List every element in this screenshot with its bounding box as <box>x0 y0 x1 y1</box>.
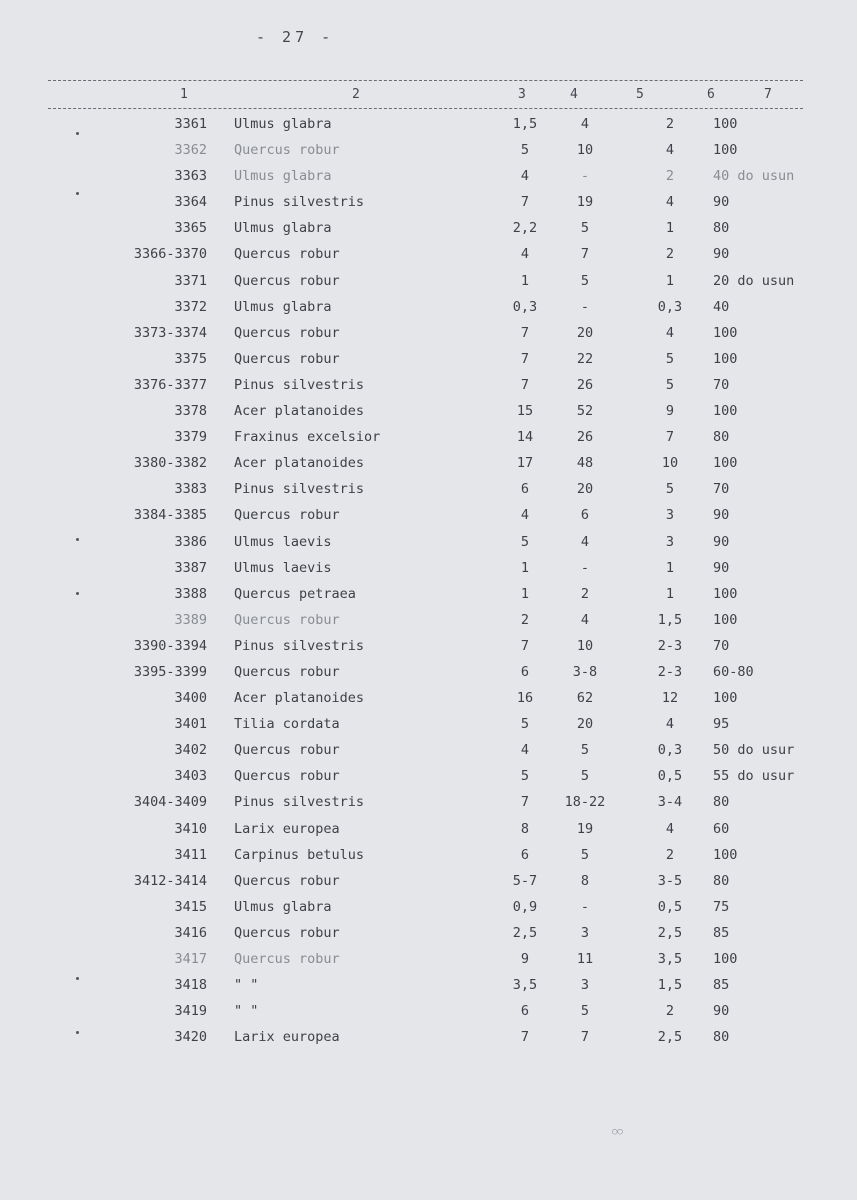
table-cell-col3: 5 <box>520 142 530 159</box>
table-cell-col2: Pinus silvestris <box>234 637 365 654</box>
table-cell-col5: 2 <box>665 846 675 863</box>
table-cell-col3: 2,5 <box>512 924 538 941</box>
table-cell-col4: 3 <box>580 977 590 994</box>
table-cell-col1: 3365 <box>174 220 207 237</box>
table-cell-col1: 3395-3399 <box>133 663 207 680</box>
table-cell-col6: 100 <box>713 585 738 602</box>
table-cell-col3: 7 <box>520 794 530 811</box>
table-cell-col2: Ulmus laevis <box>234 559 332 576</box>
table-cell-col6: 100 <box>713 142 738 159</box>
table-row <box>0 246 857 272</box>
table-cell-col3: 4 <box>520 168 530 185</box>
table-cell-col6: 100 <box>713 116 738 132</box>
table-cell-col6: 90 <box>713 533 730 550</box>
table-cell-col3: 6 <box>520 846 530 863</box>
table-cell-col3: 14 <box>516 429 534 446</box>
table-cell-col2: Ulmus glabra <box>234 898 332 915</box>
table-cell-col3: 8 <box>520 820 530 837</box>
table-cell-col3: 7 <box>520 376 530 393</box>
table-cell-col5: 4 <box>665 716 675 733</box>
table-cell-col1: 3420 <box>174 1029 207 1046</box>
table-cell-col3: 7 <box>520 637 530 654</box>
margin-dot <box>76 1031 79 1034</box>
table-cell-col3: 1 <box>520 585 530 602</box>
table-cell-col4: 5 <box>580 846 590 863</box>
table-cell-col3: 2,2 <box>512 220 538 237</box>
table-cell-col6: 55 do usur <box>713 768 795 785</box>
table-cell-col1: 3383 <box>174 481 207 498</box>
table-row <box>0 377 857 403</box>
table-cell-col4: 10 <box>576 142 594 159</box>
stray-mark: ○○ <box>612 1127 623 1137</box>
table-cell-col5: 3-4 <box>657 794 683 811</box>
table-cell-col6: 75 <box>713 898 730 915</box>
table-cell-col1: 3400 <box>174 690 207 707</box>
table-row <box>0 116 857 142</box>
table-cell-col6: 80 <box>713 220 730 237</box>
margin-dot <box>76 592 79 595</box>
margin-dot <box>76 132 79 135</box>
table-cell-col6: 20 do usun <box>713 272 795 289</box>
table-cell-col6: 40 <box>713 298 730 315</box>
table-cell-col4: 20 <box>576 481 594 498</box>
table-row <box>0 481 857 507</box>
table-cell-col3: 5-7 <box>512 872 538 889</box>
table-cell-col1: 3388 <box>174 585 207 602</box>
table-cell-col6: 100 <box>713 611 738 628</box>
table-cell-col2: Quercus robur <box>234 611 340 628</box>
table-cell-col4: 5 <box>580 768 590 785</box>
table-cell-col4: 18-22 <box>564 794 606 811</box>
table-cell-col4: 26 <box>576 429 594 446</box>
table-cell-col3: 1 <box>520 272 530 289</box>
table-cell-col2: Pinus silvestris <box>234 481 365 498</box>
table-cell-col6: 90 <box>713 246 730 263</box>
table-cell-col4: 5 <box>580 220 590 237</box>
column-header-4: 4 <box>570 87 578 102</box>
table-cell-col1: 3380-3382 <box>133 455 207 472</box>
table-cell-col6: 70 <box>713 376 730 393</box>
table-header-rule <box>48 108 803 109</box>
table-cell-col4: 26 <box>576 376 594 393</box>
table-cell-col5: 2,5 <box>657 924 683 941</box>
table-cell-col2: Quercus robur <box>234 768 340 785</box>
column-header-1: 1 <box>180 87 188 102</box>
table-cell-col4: 22 <box>576 350 594 367</box>
table-cell-col1: 3389 <box>174 611 207 628</box>
table-top-rule <box>48 80 803 81</box>
table-row <box>0 664 857 690</box>
table-cell-col4: - <box>580 168 590 185</box>
table-cell-col3: 0,9 <box>512 898 538 915</box>
table-cell-col2: Acer platanoides <box>234 403 365 420</box>
table-row <box>0 794 857 820</box>
table-cell-col4: 20 <box>576 716 594 733</box>
table-cell-col1: 3386 <box>174 533 207 550</box>
table-row <box>0 429 857 455</box>
table-cell-col4: 6 <box>580 507 590 524</box>
table-cell-col3: 4 <box>520 246 530 263</box>
table-cell-col6: 90 <box>713 507 730 524</box>
table-cell-col5: 1 <box>665 559 675 576</box>
table-cell-col4: 52 <box>576 403 594 420</box>
table-cell-col5: 1,5 <box>657 611 683 628</box>
table-cell-col5: 4 <box>665 194 675 211</box>
table-cell-col1: 3366-3370 <box>133 246 207 263</box>
table-row <box>0 455 857 481</box>
table-cell-col5: 3 <box>665 533 675 550</box>
table-cell-col6: 70 <box>713 481 730 498</box>
table-cell-col4: 3-8 <box>572 663 598 680</box>
table-cell-col2: Ulmus glabra <box>234 298 332 315</box>
table-cell-col3: 0,3 <box>512 298 538 315</box>
table-row <box>0 194 857 220</box>
table-cell-col5: 1 <box>665 585 675 602</box>
table-cell-col4: 48 <box>576 455 594 472</box>
table-cell-col2: Acer platanoides <box>234 455 365 472</box>
table-cell-col6: 100 <box>713 690 738 707</box>
table-cell-col3: 4 <box>520 742 530 759</box>
table-row <box>0 534 857 560</box>
table-row <box>0 220 857 246</box>
table-cell-col3: 5 <box>520 716 530 733</box>
margin-dot <box>76 192 79 195</box>
table-cell-col3: 4 <box>520 507 530 524</box>
table-row <box>0 403 857 429</box>
table-row <box>0 1003 857 1029</box>
table-row <box>0 742 857 768</box>
table-cell-col2: Pinus silvestris <box>234 794 365 811</box>
table-cell-col2: Quercus robur <box>234 951 340 967</box>
table-cell-col1: 3417 <box>174 951 207 967</box>
table-row <box>0 847 857 873</box>
table-cell-col5: 5 <box>665 350 675 367</box>
table-cell-col5: 2-3 <box>657 663 683 680</box>
table-cell-col6: 100 <box>713 403 738 420</box>
table-cell-col5: 1 <box>665 220 675 237</box>
table-cell-col6: 100 <box>713 350 738 367</box>
table-cell-col2: Quercus robur <box>234 663 340 680</box>
table-cell-col6: 70 <box>713 637 730 654</box>
table-cell-col6: 90 <box>713 559 730 576</box>
table-cell-col5: 0,5 <box>657 768 683 785</box>
table-row <box>0 977 857 1003</box>
table-row <box>0 821 857 847</box>
table-cell-col2: Pinus silvestris <box>234 194 365 211</box>
table-cell-col5: 3-5 <box>657 872 683 889</box>
table-cell-col1: 3419 <box>174 1003 207 1020</box>
table-cell-col4: 20 <box>576 324 594 341</box>
table-cell-col2: Tilia cordata <box>234 716 340 733</box>
table-row <box>0 899 857 925</box>
margin-dot <box>76 977 79 980</box>
table-cell-col2: " " <box>234 1003 259 1020</box>
table-cell-col2: Quercus robur <box>234 272 340 289</box>
table-cell-col5: 3,5 <box>657 951 683 967</box>
table-cell-col6: 80 <box>713 429 730 446</box>
table-cell-col4: 7 <box>580 246 590 263</box>
table-cell-col3: 5 <box>520 768 530 785</box>
margin-dot <box>76 538 79 541</box>
table-cell-col3: 1 <box>520 559 530 576</box>
table-cell-col6: 60 <box>713 820 730 837</box>
table-row <box>0 638 857 664</box>
table-cell-col1: 3415 <box>174 898 207 915</box>
table-cell-col6: 40 do usun <box>713 168 795 185</box>
table-cell-col4: 19 <box>576 194 594 211</box>
table-cell-col2: Ulmus glabra <box>234 220 332 237</box>
table-cell-col1: 3402 <box>174 742 207 759</box>
table-cell-col2: " " <box>234 977 259 994</box>
table-cell-col3: 9 <box>520 951 530 967</box>
table-cell-col3: 7 <box>520 1029 530 1046</box>
table-cell-col5: 0,5 <box>657 898 683 915</box>
column-header-6: 6 <box>707 87 715 102</box>
table-cell-col1: 3411 <box>174 846 207 863</box>
table-cell-col1: 3384-3385 <box>133 507 207 524</box>
table-cell-col4: 19 <box>576 820 594 837</box>
table-cell-col1: 3364 <box>174 194 207 211</box>
table-cell-col5: 4 <box>665 820 675 837</box>
table-body <box>0 116 857 1055</box>
table-cell-col1: 3410 <box>174 820 207 837</box>
table-cell-col6: 100 <box>713 324 738 341</box>
table-cell-col4: - <box>580 559 590 576</box>
table-cell-col1: 3373-3374 <box>133 324 207 341</box>
table-cell-col5: 0,3 <box>657 298 683 315</box>
table-row <box>0 951 857 977</box>
table-cell-col1: 3372 <box>174 298 207 315</box>
table-cell-col5: 3 <box>665 507 675 524</box>
table-cell-col5: 2-3 <box>657 637 683 654</box>
table-cell-col5: 5 <box>665 376 675 393</box>
table-row <box>0 168 857 194</box>
table-cell-col6: 85 <box>713 924 730 941</box>
table-cell-col1: 3361 <box>174 116 207 132</box>
table-row <box>0 142 857 168</box>
table-cell-col1: 3376-3377 <box>133 376 207 393</box>
table-cell-col3: 7 <box>520 324 530 341</box>
table-row <box>0 873 857 899</box>
table-cell-col6: 90 <box>713 194 730 211</box>
table-cell-col1: 3412-3414 <box>133 872 207 889</box>
table-cell-col2: Quercus robur <box>234 246 340 263</box>
table-cell-col2: Quercus robur <box>234 742 340 759</box>
table-cell-col2: Quercus petraea <box>234 585 356 602</box>
table-cell-col1: 3371 <box>174 272 207 289</box>
column-header-3: 3 <box>518 87 526 102</box>
table-cell-col4: 5 <box>580 272 590 289</box>
table-cell-col5: 10 <box>661 455 679 472</box>
table-cell-col3: 1,5 <box>512 116 538 132</box>
column-header-2: 2 <box>352 87 360 102</box>
table-cell-col4: 5 <box>580 742 590 759</box>
table-cell-col2: Ulmus laevis <box>234 533 332 550</box>
table-cell-col2: Larix europea <box>234 1029 340 1046</box>
table-cell-col5: 2 <box>665 168 675 185</box>
table-cell-col4: 2 <box>580 585 590 602</box>
table-row <box>0 351 857 377</box>
table-cell-col1: 3404-3409 <box>133 794 207 811</box>
table-cell-col3: 15 <box>516 403 534 420</box>
table-cell-col4: - <box>580 298 590 315</box>
table-cell-col1: 3401 <box>174 716 207 733</box>
table-cell-col5: 9 <box>665 403 675 420</box>
table-cell-col6: 90 <box>713 1003 730 1020</box>
table-cell-col4: 4 <box>580 116 590 132</box>
table-cell-col6: 85 <box>713 977 730 994</box>
table-cell-col5: 0,3 <box>657 742 683 759</box>
table-cell-col5: 12 <box>661 690 679 707</box>
table-cell-col3: 2 <box>520 611 530 628</box>
table-cell-col1: 3418 <box>174 977 207 994</box>
table-cell-col3: 16 <box>516 690 534 707</box>
table-cell-col4: 10 <box>576 637 594 654</box>
table-cell-col5: 2 <box>665 1003 675 1020</box>
table-cell-col3: 5 <box>520 533 530 550</box>
table-row <box>0 325 857 351</box>
table-cell-col1: 3379 <box>174 429 207 446</box>
table-cell-col6: 100 <box>713 846 738 863</box>
table-cell-col5: 2,5 <box>657 1029 683 1046</box>
table-cell-col3: 3,5 <box>512 977 538 994</box>
table-cell-col2: Quercus robur <box>234 350 340 367</box>
table-cell-col3: 6 <box>520 1003 530 1020</box>
table-cell-col6: 95 <box>713 716 730 733</box>
table-cell-col2: Quercus robur <box>234 924 340 941</box>
page-number: - 27 - <box>256 28 335 46</box>
table-cell-col3: 7 <box>520 350 530 367</box>
table-cell-col4: 5 <box>580 1003 590 1020</box>
table-cell-col4: 8 <box>580 872 590 889</box>
table-cell-col2: Acer platanoides <box>234 690 365 707</box>
table-cell-col6: 80 <box>713 872 730 889</box>
table-cell-col4: 11 <box>576 951 594 967</box>
table-cell-col1: 3403 <box>174 768 207 785</box>
table-cell-col5: 4 <box>665 142 675 159</box>
table-row <box>0 1029 857 1055</box>
table-cell-col1: 3375 <box>174 350 207 367</box>
table-row <box>0 768 857 794</box>
table-cell-col4: - <box>580 898 590 915</box>
table-row <box>0 716 857 742</box>
table-cell-col2: Quercus robur <box>234 324 340 341</box>
table-cell-col1: 3390-3394 <box>133 637 207 654</box>
table-cell-col4: 7 <box>580 1029 590 1046</box>
column-header-5: 5 <box>636 87 644 102</box>
table-cell-col2: Quercus robur <box>234 872 340 889</box>
table-cell-col1: 3363 <box>174 168 207 185</box>
table-row <box>0 299 857 325</box>
table-cell-col4: 3 <box>580 924 590 941</box>
table-row <box>0 690 857 716</box>
table-cell-col2: Fraxinus excelsior <box>234 429 381 446</box>
table-cell-col2: Quercus robur <box>234 142 340 159</box>
table-cell-col5: 5 <box>665 481 675 498</box>
table-cell-col5: 2 <box>665 246 675 263</box>
table-cell-col6: 60-80 <box>713 663 754 680</box>
table-cell-col5: 1,5 <box>657 977 683 994</box>
table-cell-col4: 4 <box>580 533 590 550</box>
table-cell-col6: 50 do usur <box>713 742 795 759</box>
table-cell-col6: 100 <box>713 951 738 967</box>
table-row <box>0 560 857 586</box>
table-cell-col2: Carpinus betulus <box>234 846 365 863</box>
table-cell-col3: 6 <box>520 663 530 680</box>
table-cell-col2: Pinus silvestris <box>234 376 365 393</box>
table-cell-col4: 4 <box>580 611 590 628</box>
table-cell-col3: 7 <box>520 194 530 211</box>
table-cell-col2: Ulmus glabra <box>234 168 332 185</box>
table-cell-col6: 80 <box>713 794 730 811</box>
table-cell-col3: 17 <box>516 455 534 472</box>
table-cell-col1: 3378 <box>174 403 207 420</box>
table-row <box>0 925 857 951</box>
table-row <box>0 612 857 638</box>
table-cell-col5: 1 <box>665 272 675 289</box>
table-cell-col4: 62 <box>576 690 594 707</box>
table-cell-col2: Ulmus glabra <box>234 116 332 132</box>
table-cell-col1: 3416 <box>174 924 207 941</box>
table-cell-col1: 3387 <box>174 559 207 576</box>
table-header-row <box>0 87 857 105</box>
table-cell-col5: 7 <box>665 429 675 446</box>
table-cell-col2: Quercus robur <box>234 507 340 524</box>
table-row <box>0 586 857 612</box>
table-cell-col3: 6 <box>520 481 530 498</box>
table-row <box>0 507 857 533</box>
column-header-7: 7 <box>764 87 772 102</box>
table-row <box>0 273 857 299</box>
table-cell-col5: 2 <box>665 116 675 132</box>
table-cell-col6: 80 <box>713 1029 730 1046</box>
table-cell-col6: 100 <box>713 455 738 472</box>
table-cell-col1: 3362 <box>174 142 207 159</box>
table-cell-col2: Larix europea <box>234 820 340 837</box>
table-cell-col5: 4 <box>665 324 675 341</box>
